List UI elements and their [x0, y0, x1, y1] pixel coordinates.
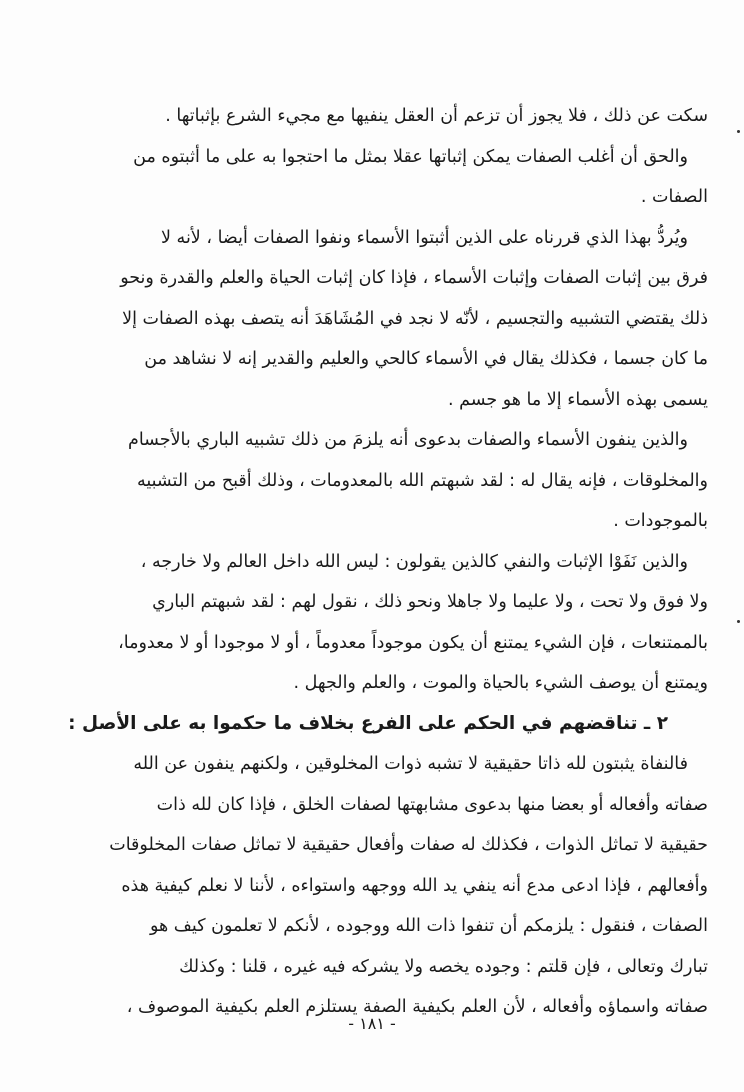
text-line: حقيقية لا تماثل الذوات ، فكذلك له صفات وأفعال حقيقية لا تماثل صفات المخلوقات [109, 835, 708, 855]
text-line: والذين نَفَوْا الإثبات والنفي كالذين يقولون : ليس الله داخل العالم ولا خارجه ، [140, 551, 688, 572]
text-line: بالممتنعات ، فإن الشيء يمتنع أن يكون موجوداً معدوماً ، أو لا موجودا أو لا معدوما، [118, 632, 708, 653]
text-line: ولا فوق ولا تحت ، ولا عليما ولا جاهلا ونحو ذلك ، نقول لهم : لقد شبهتم الباري [152, 592, 708, 612]
text-line: والذين ينفون الأسماء والصفات بدعوى أنه يلزمَ من ذلك تشبيه الباري بالأجسام [127, 430, 688, 450]
text-line: ويمتنع أن يوصف الشيء بالحياة والموت ، والعلم والجهل . [293, 673, 708, 693]
section-heading: ٢ ـ تناقضهم في الحكم على الفرع بخلاف ما حكموا به على الأصل : [68, 712, 668, 734]
text-line: الصفات . [640, 187, 708, 207]
text-line: صفاته وأفعاله أو بعضا منها بدعوى مشابهتها لصفات الخلق ، فإذا كان لله ذات [156, 794, 708, 815]
text-line: فالنفاة يثبتون لله ذاتا حقيقية لا تشبه ذوات المخلوقين ، ولكنهم ينفون عن الله [133, 754, 688, 774]
body-text [62, 96, 708, 1028]
text-line: ويُردُّ بهذا الذي قررناه على الذين أثبتوا الأسماء ونفوا الصفات أيضا ، لأنه لا [161, 227, 688, 248]
text-line: وأفعالهم ، فإذا ادعى مدع أنه ينفي يد الله ووجهه واستواءه ، لأننا لا نعلم كيفية هذه [121, 875, 708, 896]
text-line: سكت عن ذلك ، فلا يجوز أن تزعم أن العقل ينفيها مع مجيء الشرع بإثباتها . [165, 106, 708, 126]
scan-artifact [737, 130, 740, 133]
text-line: فرق بين إثبات الصفات وإثبات الأسماء ، فإذا كان إثبات الحياة والعلم والقدرة ونحو [120, 268, 708, 288]
text-line: تبارك وتعالى ، فإن قلتم : وجوده يخصه ولا يشركه فيه غيره ، قلنا : وكذلك [179, 956, 708, 977]
text-line: والمخلوقات ، فإنه يقال له : لقد شبهتم الله بالمعدومات ، وذلك أقبح من التشبيه [136, 470, 708, 491]
scan-artifact [737, 620, 740, 623]
text-line: والحق أن أغلب الصفات يمكن إثباتها عقلا بمثل ما احتجوا به على ما أثبتوه من [133, 146, 688, 167]
text-line: يسمى بهذه الأسماء إلا ما هو جسم . [447, 389, 708, 410]
text-line: بالموجودات . [613, 511, 708, 531]
text-line: ما كان جسما ، فكذلك يقال في الأسماء كالحي والعليم والقدير إنه لا نشاهد من [144, 349, 708, 369]
text-line: ذلك يقتضي التشبيه والتجسيم ، لأنّه لا نجد في المُشَاهَدَ أنه يتصف بهذه الصفات إلا [122, 308, 708, 329]
page-number: - ١٨١ - [348, 1014, 396, 1033]
text-line: الصفات ، فنقول : يلزمكم أن تنفوا ذات الله ووجوده ، لأنكم لا تعلمون كيف هو [149, 916, 708, 936]
text-line: صفاته واسماؤه وأفعاله ، لأن العلم بكيفية الصفة يستلزم العلم بكيفية الموصوف ، [126, 997, 708, 1017]
